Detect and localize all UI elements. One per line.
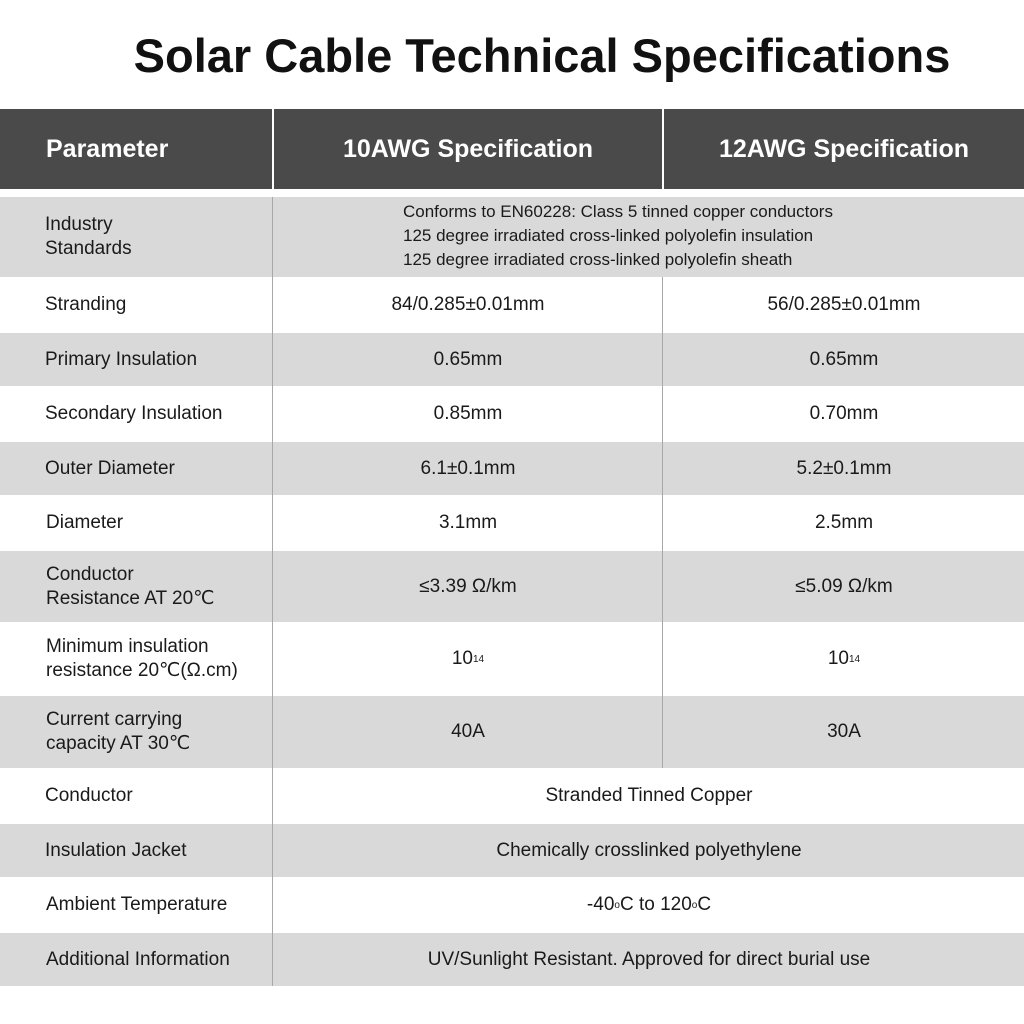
table-row-ambient-temperature	[0, 877, 1024, 933]
column-divider	[662, 696, 663, 768]
value-base: 10	[451, 648, 473, 669]
column-divider	[662, 333, 663, 386]
column-divider	[272, 386, 273, 442]
value-exponent: 14	[473, 653, 485, 665]
value-10awg: 6.1±0.1mm	[420, 457, 516, 479]
standards-line: Conforms to EN60228: Class 5 tinned copper conductors	[403, 202, 833, 221]
value-base: 10	[827, 648, 849, 669]
column-divider	[662, 277, 663, 333]
table-row-additional-information	[0, 933, 1024, 986]
temp-mid: C to 120	[619, 894, 692, 915]
value-12awg: 0.70mm	[809, 403, 879, 424]
value-exponent: 14	[849, 653, 861, 665]
column-divider	[662, 442, 663, 495]
param-label-line: Standards	[45, 238, 132, 259]
value-12awg	[664, 622, 1024, 696]
degree-mark: o	[614, 899, 620, 911]
column-divider	[662, 551, 663, 622]
column-divider	[272, 551, 273, 622]
value-10awg: 40A	[451, 721, 485, 742]
value-10awg: 0.65mm	[433, 348, 503, 370]
degree-mark: o	[691, 899, 698, 911]
value-shared: Chemically crosslinked polyethylene	[496, 839, 802, 861]
table-row-diameter	[0, 495, 1024, 551]
value-12awg: 5.2±0.1mm	[796, 457, 892, 479]
table-row-conductor	[0, 768, 1024, 824]
table-row-conductor-resistance	[0, 551, 1024, 622]
standards-line: 125 degree irradiated cross-linked polyolefin sheath	[403, 250, 793, 269]
column-divider	[662, 495, 663, 551]
value-10awg	[274, 622, 662, 696]
param-label: Conductor	[45, 785, 133, 806]
value-shared: UV/Sunlight Resistant. Approved for direct burial use	[427, 948, 871, 970]
header-10awg: 10AWG Specification	[342, 134, 594, 163]
page-title: Solar Cable Technical Specifications	[133, 29, 951, 82]
param-label-line: Current carrying	[46, 709, 183, 730]
table-row-current-capacity	[0, 696, 1024, 768]
value-12awg: 56/0.285±0.01mm	[767, 294, 921, 315]
value-12awg: 30A	[827, 721, 861, 742]
param-label-line: Industry	[45, 214, 113, 235]
column-divider	[272, 877, 273, 933]
table-row-outer-diameter	[0, 442, 1024, 495]
param-label	[46, 696, 190, 768]
param-label-line: Resistance AT 20℃	[46, 587, 215, 609]
param-label-line: Minimum insulation	[46, 636, 209, 657]
param-label-line: resistance 20℃(Ω.cm)	[46, 660, 238, 681]
param-label	[45, 197, 132, 277]
column-divider	[272, 824, 273, 877]
value-shared	[274, 877, 1024, 933]
param-label	[46, 551, 215, 622]
value-10awg: ≤3.39 Ω/km	[419, 575, 517, 597]
value-12awg: 2.5mm	[814, 512, 874, 533]
column-divider	[272, 933, 273, 986]
standards-line: 125 degree irradiated cross-linked polyolefin insulation	[403, 226, 814, 245]
table-row-secondary-insulation	[0, 386, 1024, 442]
value-12awg: 0.65mm	[809, 348, 879, 370]
param-label: Stranding	[45, 294, 127, 315]
value-shared: Stranded Tinned Copper	[545, 785, 753, 806]
value-12awg: ≤5.09 Ω/km	[795, 575, 893, 597]
column-divider	[272, 696, 273, 768]
temp-low: -40	[586, 894, 615, 915]
table-row-stranding	[0, 277, 1024, 333]
param-label: Additional Information	[46, 948, 230, 970]
value-10awg: 3.1mm	[438, 512, 498, 533]
param-label-line: Conductor	[46, 563, 134, 585]
column-divider	[272, 442, 273, 495]
param-label	[46, 622, 238, 696]
param-label: Diameter	[46, 512, 124, 533]
column-divider	[272, 197, 273, 277]
value-10awg: 84/0.285±0.01mm	[391, 294, 545, 315]
table-row-industry-standards	[0, 197, 1024, 277]
param-label: Outer Diameter	[45, 457, 175, 479]
standards-text	[403, 200, 833, 272]
column-divider	[272, 768, 273, 824]
value-10awg: 0.85mm	[433, 403, 503, 424]
column-divider	[272, 333, 273, 386]
param-label: Primary Insulation	[45, 348, 198, 370]
temp-unit: C	[697, 894, 712, 915]
column-divider	[272, 277, 273, 333]
table-row-min-insulation-resistance	[0, 622, 1024, 696]
param-label-line: capacity AT 30℃	[46, 733, 191, 754]
param-label: Ambient Temperature	[46, 894, 228, 915]
header-12awg: 12AWG Specification	[718, 134, 970, 163]
column-divider	[272, 622, 273, 696]
header-parameter: Parameter	[46, 134, 169, 163]
column-divider	[662, 622, 663, 696]
param-label: Insulation Jacket	[45, 839, 187, 861]
param-label: Secondary Insulation	[45, 403, 223, 424]
table-row-primary-insulation	[0, 333, 1024, 386]
column-divider	[662, 386, 663, 442]
column-divider	[272, 495, 273, 551]
table-row-insulation-jacket	[0, 824, 1024, 877]
table-header	[0, 109, 1024, 189]
